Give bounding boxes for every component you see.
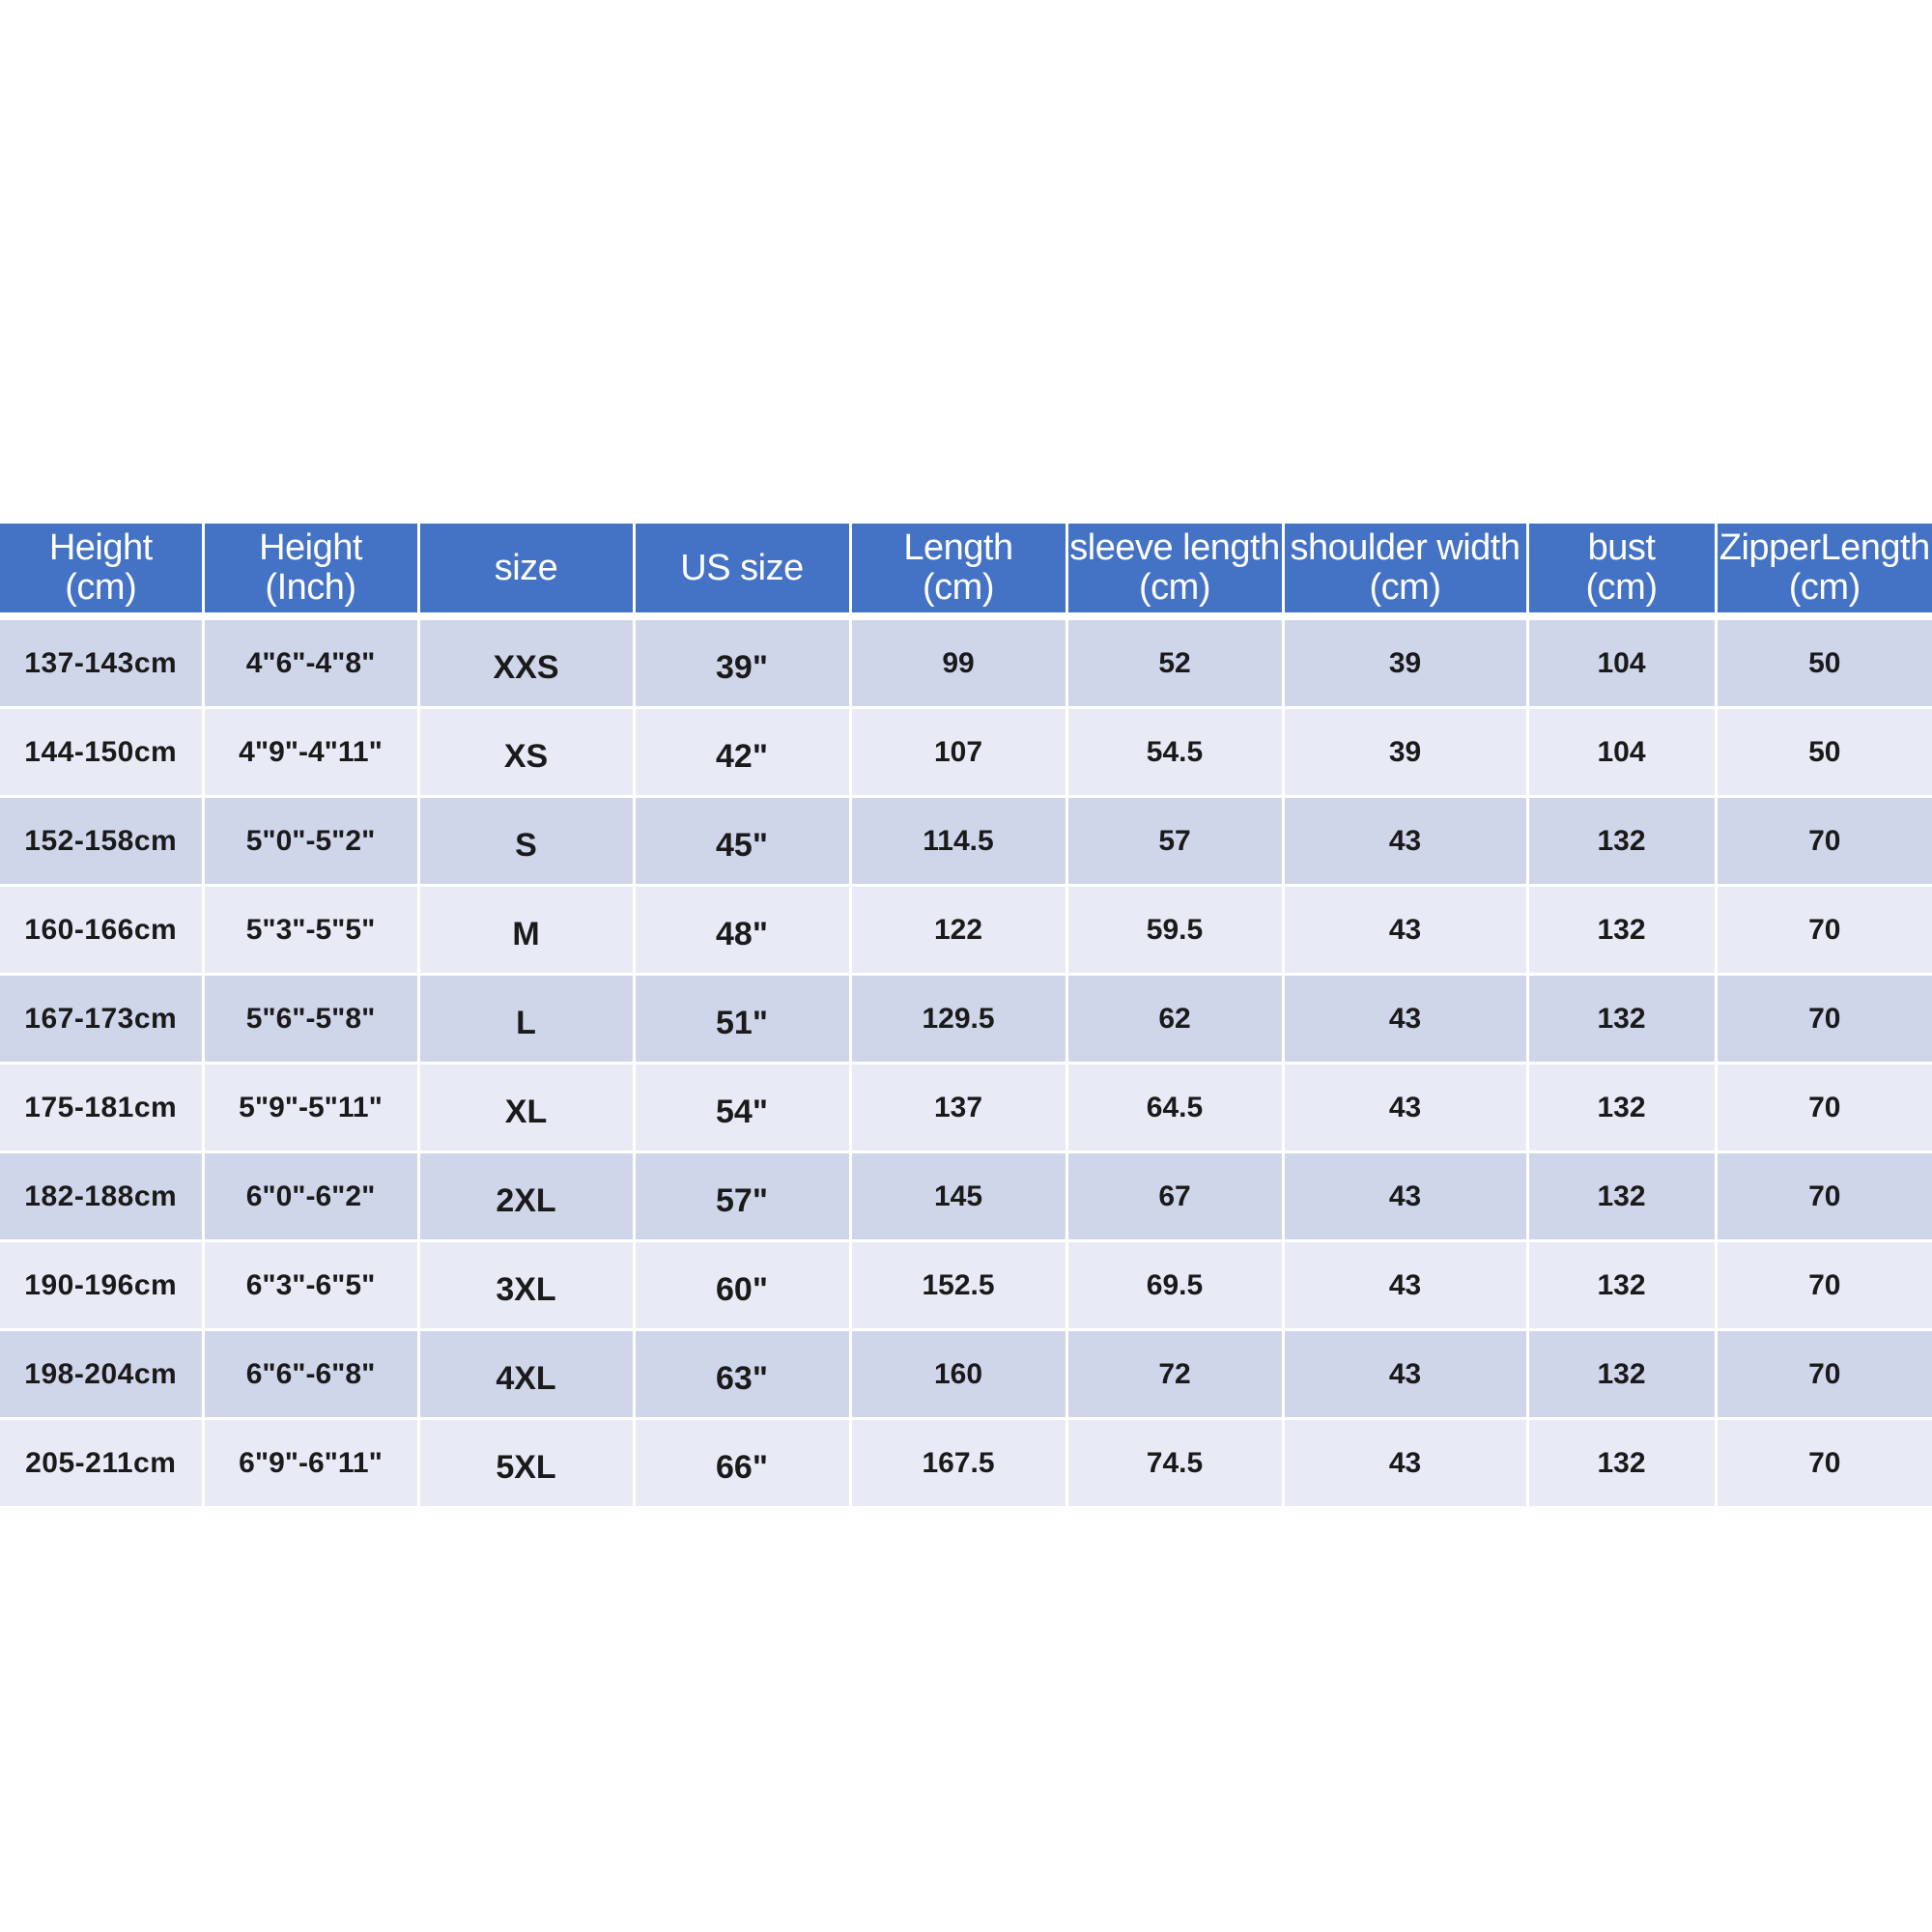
table-row	[0, 886, 1932, 975]
us-size-cell: 54"	[634, 1064, 850, 1152]
us-size-cell: 57"	[634, 1152, 850, 1241]
header-length: Length (cm)	[850, 524, 1066, 616]
zipper-length-cell: 70	[1716, 975, 1932, 1064]
zipper-length-cell: 70	[1716, 886, 1932, 975]
us-size-cell: 42"	[634, 708, 850, 797]
size-cell: XS	[418, 708, 634, 797]
us-size-cell: 48"	[634, 886, 850, 975]
size-cell: XXS	[418, 616, 634, 708]
us-size-cell: 60"	[634, 1241, 850, 1330]
height-inch-cell: 6"0"-6"2"	[203, 1152, 418, 1241]
sleeve-length-cell: 74.5	[1066, 1419, 1283, 1508]
shoulder-width-cell: 43	[1283, 1241, 1527, 1330]
header-us-size: US size	[634, 524, 850, 616]
table-row	[0, 797, 1932, 886]
size-cell: 4XL	[418, 1330, 634, 1419]
height-inch-cell: 5"6"-5"8"	[203, 975, 418, 1064]
zipper-length-cell: 50	[1716, 708, 1932, 797]
height-cm-cell: 182-188cm	[0, 1152, 203, 1241]
table-row	[0, 1064, 1932, 1152]
bust-cell: 132	[1527, 1419, 1716, 1508]
bust-cell: 132	[1527, 797, 1716, 886]
bust-cell: 132	[1527, 1064, 1716, 1152]
bust-cell: 132	[1527, 1330, 1716, 1419]
length-cell: 107	[850, 708, 1066, 797]
length-cell: 160	[850, 1330, 1066, 1419]
length-cell: 137	[850, 1064, 1066, 1152]
sleeve-length-cell: 54.5	[1066, 708, 1283, 797]
sleeve-length-cell: 62	[1066, 975, 1283, 1064]
header-height-cm: Height (cm)	[0, 524, 203, 616]
table-body	[0, 616, 1932, 1508]
height-cm-cell: 190-196cm	[0, 1241, 203, 1330]
zipper-length-cell: 50	[1716, 616, 1932, 708]
sleeve-length-cell: 64.5	[1066, 1064, 1283, 1152]
size-cell: S	[418, 797, 634, 886]
bust-cell: 104	[1527, 616, 1716, 708]
size-cell: 3XL	[418, 1241, 634, 1330]
sleeve-length-cell: 69.5	[1066, 1241, 1283, 1330]
table-row	[0, 1241, 1932, 1330]
length-cell: 99	[850, 616, 1066, 708]
table-row	[0, 708, 1932, 797]
bust-cell: 104	[1527, 708, 1716, 797]
us-size-cell: 51"	[634, 975, 850, 1064]
height-cm-cell: 152-158cm	[0, 797, 203, 886]
height-inch-cell: 4"6"-4"8"	[203, 616, 418, 708]
height-inch-cell: 5"0"-5"2"	[203, 797, 418, 886]
bust-cell: 132	[1527, 1241, 1716, 1330]
shoulder-width-cell: 39	[1283, 616, 1527, 708]
zipper-length-cell: 70	[1716, 1330, 1932, 1419]
us-size-cell: 39"	[634, 616, 850, 708]
shoulder-width-cell: 43	[1283, 975, 1527, 1064]
us-size-cell: 45"	[634, 797, 850, 886]
shoulder-width-cell: 43	[1283, 886, 1527, 975]
sleeve-length-cell: 72	[1066, 1330, 1283, 1419]
height-cm-cell: 167-173cm	[0, 975, 203, 1064]
header-size: size	[418, 524, 634, 616]
bust-cell: 132	[1527, 975, 1716, 1064]
sleeve-length-cell: 52	[1066, 616, 1283, 708]
length-cell: 114.5	[850, 797, 1066, 886]
sleeve-length-cell: 57	[1066, 797, 1283, 886]
shoulder-width-cell: 43	[1283, 1064, 1527, 1152]
zipper-length-cell: 70	[1716, 1064, 1932, 1152]
zipper-length-cell: 70	[1716, 1419, 1932, 1508]
shoulder-width-cell: 43	[1283, 1152, 1527, 1241]
shoulder-width-cell: 43	[1283, 797, 1527, 886]
table-row	[0, 1330, 1932, 1419]
sleeve-length-cell: 67	[1066, 1152, 1283, 1241]
height-cm-cell: 160-166cm	[0, 886, 203, 975]
size-cell: 5XL	[418, 1419, 634, 1508]
length-cell: 152.5	[850, 1241, 1066, 1330]
zipper-length-cell: 70	[1716, 797, 1932, 886]
size-chart-table	[0, 524, 1932, 1509]
us-size-cell: 66"	[634, 1419, 850, 1508]
height-cm-cell: 144-150cm	[0, 708, 203, 797]
shoulder-width-cell: 43	[1283, 1330, 1527, 1419]
height-inch-cell: 6"9"-6"11"	[203, 1419, 418, 1508]
header-row	[0, 524, 1932, 616]
height-inch-cell: 4"9"-4"11"	[203, 708, 418, 797]
us-size-cell: 63"	[634, 1330, 850, 1419]
height-cm-cell: 175-181cm	[0, 1064, 203, 1152]
zipper-length-cell: 70	[1716, 1241, 1932, 1330]
size-cell: L	[418, 975, 634, 1064]
shoulder-width-cell: 39	[1283, 708, 1527, 797]
height-cm-cell: 198-204cm	[0, 1330, 203, 1419]
shoulder-width-cell: 43	[1283, 1419, 1527, 1508]
bust-cell: 132	[1527, 1152, 1716, 1241]
length-cell: 167.5	[850, 1419, 1066, 1508]
size-cell: M	[418, 886, 634, 975]
table-row	[0, 1152, 1932, 1241]
height-inch-cell: 6"3"-6"5"	[203, 1241, 418, 1330]
length-cell: 145	[850, 1152, 1066, 1241]
header-height-inch: Height (Inch)	[203, 524, 418, 616]
header-shoulder-width: shoulder width (cm)	[1283, 524, 1527, 616]
header-bust: bust (cm)	[1527, 524, 1716, 616]
header-zipper-length: ZipperLength (cm)	[1716, 524, 1932, 616]
length-cell: 129.5	[850, 975, 1066, 1064]
length-cell: 122	[850, 886, 1066, 975]
sleeve-length-cell: 59.5	[1066, 886, 1283, 975]
size-cell: 2XL	[418, 1152, 634, 1241]
header-sleeve-length: sleeve length (cm)	[1066, 524, 1283, 616]
size-cell: XL	[418, 1064, 634, 1152]
height-inch-cell: 5"3"-5"5"	[203, 886, 418, 975]
bust-cell: 132	[1527, 886, 1716, 975]
table-row	[0, 975, 1932, 1064]
height-cm-cell: 205-211cm	[0, 1419, 203, 1508]
table-row	[0, 1419, 1932, 1508]
table-row	[0, 616, 1932, 708]
height-inch-cell: 6"6"-6"8"	[203, 1330, 418, 1419]
zipper-length-cell: 70	[1716, 1152, 1932, 1241]
height-cm-cell: 137-143cm	[0, 616, 203, 708]
height-inch-cell: 5"9"-5"11"	[203, 1064, 418, 1152]
